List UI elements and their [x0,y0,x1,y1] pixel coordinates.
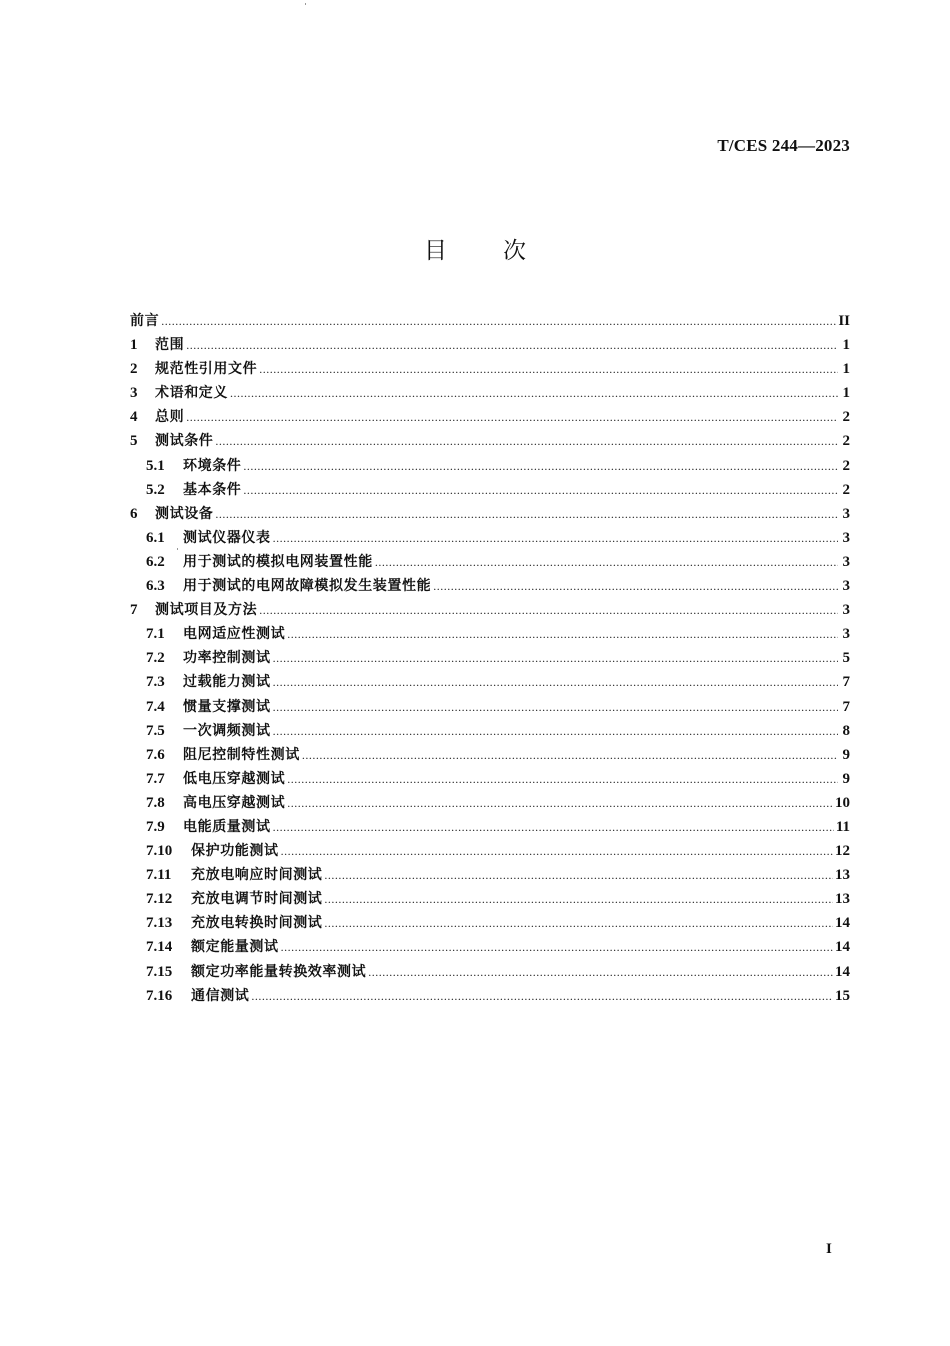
toc-dot-leader [375,555,838,570]
toc-entry-label: 低电压穿越测试 [183,770,286,787]
toc-entry[interactable] [130,864,850,888]
toc-entry-label: 前言 [130,313,160,329]
toc-entry-number: 7.2 [146,650,165,667]
toc-entry[interactable] [130,503,850,527]
toc-entry-label: 测试条件 [155,433,214,450]
page-title [0,232,950,265]
toc-dot-leader [324,868,833,883]
toc-entry[interactable] [130,479,850,503]
toc-entry-label: 充放电转换时间测试 [191,915,323,932]
toc-entry-number: 7 [130,602,138,619]
toc-entry-page: 10 [835,794,850,811]
toc-dot-leader [186,410,838,425]
toc-entry-number: 7.5 [146,722,165,739]
toc-entry[interactable] [130,358,850,382]
toc-entry[interactable] [130,382,850,406]
toc-dot-leader [433,579,838,594]
toc-dot-leader [259,362,838,377]
toc-entry-label: 高电压穿越测试 [183,794,286,811]
toc-entry-label: 总则 [155,409,185,426]
toc-entry-page: 2 [842,457,850,474]
toc-entry-number: 6.3 [146,578,165,595]
toc-entry[interactable] [130,310,850,334]
toc-entry-label: 基本条件 [183,481,242,498]
toc-entry-page: 3 [842,553,850,570]
toc-entry-label: 通信测试 [191,987,250,1004]
toc-entry-number: 7.10 [146,843,173,860]
toc-dot-leader [215,434,838,449]
toc-entry[interactable] [130,671,850,695]
toc-dot-leader [259,603,838,618]
toc-entry[interactable] [130,961,850,985]
toc-dot-leader [243,459,838,474]
toc-entry[interactable] [130,720,850,744]
toc-dot-leader [215,507,838,522]
toc-entry-label: 测试仪器仪表 [183,529,271,546]
toc-entry-label: 规范性引用文件 [155,361,258,378]
toc-entry[interactable] [130,406,850,430]
toc-entry-number: 7.6 [146,746,165,763]
toc-entry[interactable] [130,647,850,671]
toc-entry-label: 电网适应性测试 [183,626,286,643]
toc-entry[interactable] [130,985,850,1009]
toc-entry-number: 7.16 [146,987,173,1004]
toc-entry-page: 13 [835,891,850,908]
toc-entry[interactable] [130,575,850,599]
toc-dot-leader [324,916,833,931]
toc-entry-label: 惯量支撑测试 [183,698,271,715]
toc-entry-number: 2 [130,361,138,378]
toc-entry-page: 7 [842,698,850,715]
toc-entry-label: 电能质量测试 [183,818,271,835]
toc-entry[interactable] [130,816,850,840]
toc-entry-label: 环境条件 [183,457,242,474]
toc-entry[interactable] [130,744,850,768]
toc-entry-label: 额定能量测试 [191,939,279,956]
toc-entry-page: 3 [842,578,850,595]
toc-entry[interactable] [130,840,850,864]
toc-entry-number: 5.2 [146,481,165,498]
toc-entry-label: 过载能力测试 [183,674,271,691]
toc-entry[interactable] [130,936,850,960]
toc-entry-page: 8 [842,722,850,739]
toc-entry-page: 13 [835,867,850,884]
title-char-2: 次 [503,238,526,264]
toc-dot-leader [281,844,833,859]
toc-entry[interactable] [130,551,850,575]
toc-entry-number: 1 [130,337,138,354]
toc-entry[interactable] [130,455,850,479]
toc-dot-leader [273,675,838,690]
toc-entry-page: 1 [842,385,850,402]
standard-code: T/CES 244—2023 [717,136,850,155]
toc-entry-number: 7.15 [146,963,173,980]
toc-dot-leader [230,386,838,401]
toc-entry-page: 3 [842,602,850,619]
toc-entry-page: 9 [842,746,850,763]
toc-entry-page: 14 [835,939,850,956]
toc-dot-leader [251,989,833,1004]
title-char-1: 目 [424,238,447,264]
toc-entry-page: 2 [842,433,850,450]
toc-entry-number: 7.12 [146,891,173,908]
toc-entry-label: 充放电响应时间测试 [191,867,323,884]
toc-entry-number: 6.2 [146,553,165,570]
toc-entry-label: 用于测试的电网故障模拟发生装置性能 [183,578,432,595]
toc-entry-number: 5.1 [146,457,165,474]
toc-entry-page: 5 [842,650,850,667]
toc-entry-number: 7.9 [146,818,165,835]
toc-entry-page: 3 [842,529,850,546]
toc-entry-number: 7.11 [146,867,172,884]
toc-dot-leader [186,338,838,353]
toc-dot-leader [287,796,833,811]
toc-dot-leader [273,724,838,739]
toc-entry-page: 1 [842,337,850,354]
toc-entry-page: 11 [835,818,850,835]
toc-entry-number: 4 [130,409,138,426]
toc-entry-page: 3 [842,505,850,522]
toc-entry-number: 7.8 [146,794,165,811]
toc-entry-label: 测试设备 [155,505,214,522]
toc-dot-leader [324,892,833,907]
toc-entry-label: 充放电调节时间测试 [191,891,323,908]
toc-entry-page: 9 [842,770,850,787]
toc-entry[interactable] [130,623,850,647]
table-of-contents [130,310,850,1009]
toc-dot-leader [287,627,838,642]
toc-dot-leader [287,772,838,787]
toc-dot-leader [281,940,833,955]
toc-entry[interactable] [130,912,850,936]
toc-entry-number: 6 [130,505,138,522]
toc-entry[interactable] [130,696,850,720]
toc-entry[interactable] [130,430,850,454]
toc-entry-number: 7.7 [146,770,165,787]
toc-dot-leader [302,748,838,763]
toc-entry-label: 功率控制测试 [183,650,271,667]
toc-entry-number: 7.4 [146,698,165,715]
toc-entry-number: 3 [130,385,138,402]
toc-entry-number: 7.14 [146,939,173,956]
toc-entry-label: 测试项目及方法 [155,602,258,619]
toc-entry-page: II [838,313,850,329]
toc-entry-number: 5 [130,433,138,450]
toc-entry-page: 1 [842,361,850,378]
toc-entry[interactable] [130,792,850,816]
toc-dot-leader [273,820,834,835]
toc-entry-number: 7.13 [146,915,173,932]
toc-entry[interactable] [130,334,850,358]
toc-entry-page: 2 [842,481,850,498]
toc-entry-page: 2 [842,409,850,426]
toc-entry-number: 7.3 [146,674,165,691]
toc-entry-label: 额定功率能量转换效率测试 [191,963,367,980]
toc-entry[interactable] [130,768,850,792]
toc-entry-page: 14 [835,963,850,980]
toc-entry-label: 保护功能测试 [191,843,279,860]
toc-entry-label: 阻尼控制特性测试 [183,746,300,763]
toc-entry-label: 一次调频测试 [183,722,271,739]
page-number: I [826,1241,832,1257]
toc-entry-page: 7 [842,674,850,691]
scan-artifact [305,3,306,5]
toc-entry-page: 3 [842,626,850,643]
toc-dot-leader [273,531,838,546]
toc-entry-number: 7.1 [146,626,165,643]
toc-entry-label: 范围 [155,337,185,354]
toc-entry-number: 6.1 [146,529,165,546]
toc-entry[interactable] [130,527,850,551]
toc-entry-page: 15 [835,987,850,1004]
toc-dot-leader [243,483,838,498]
toc-entry-page: 14 [835,915,850,932]
toc-dot-leader [273,651,838,666]
toc-dot-leader [368,965,833,980]
toc-dot-leader [273,700,838,715]
toc-entry[interactable] [130,888,850,912]
toc-entry[interactable] [130,599,850,623]
toc-dot-leader [161,314,836,329]
toc-entry-page: 12 [835,843,850,860]
toc-entry-label: 用于测试的模拟电网装置性能 [183,553,373,570]
toc-entry-label: 术语和定义 [155,385,228,402]
